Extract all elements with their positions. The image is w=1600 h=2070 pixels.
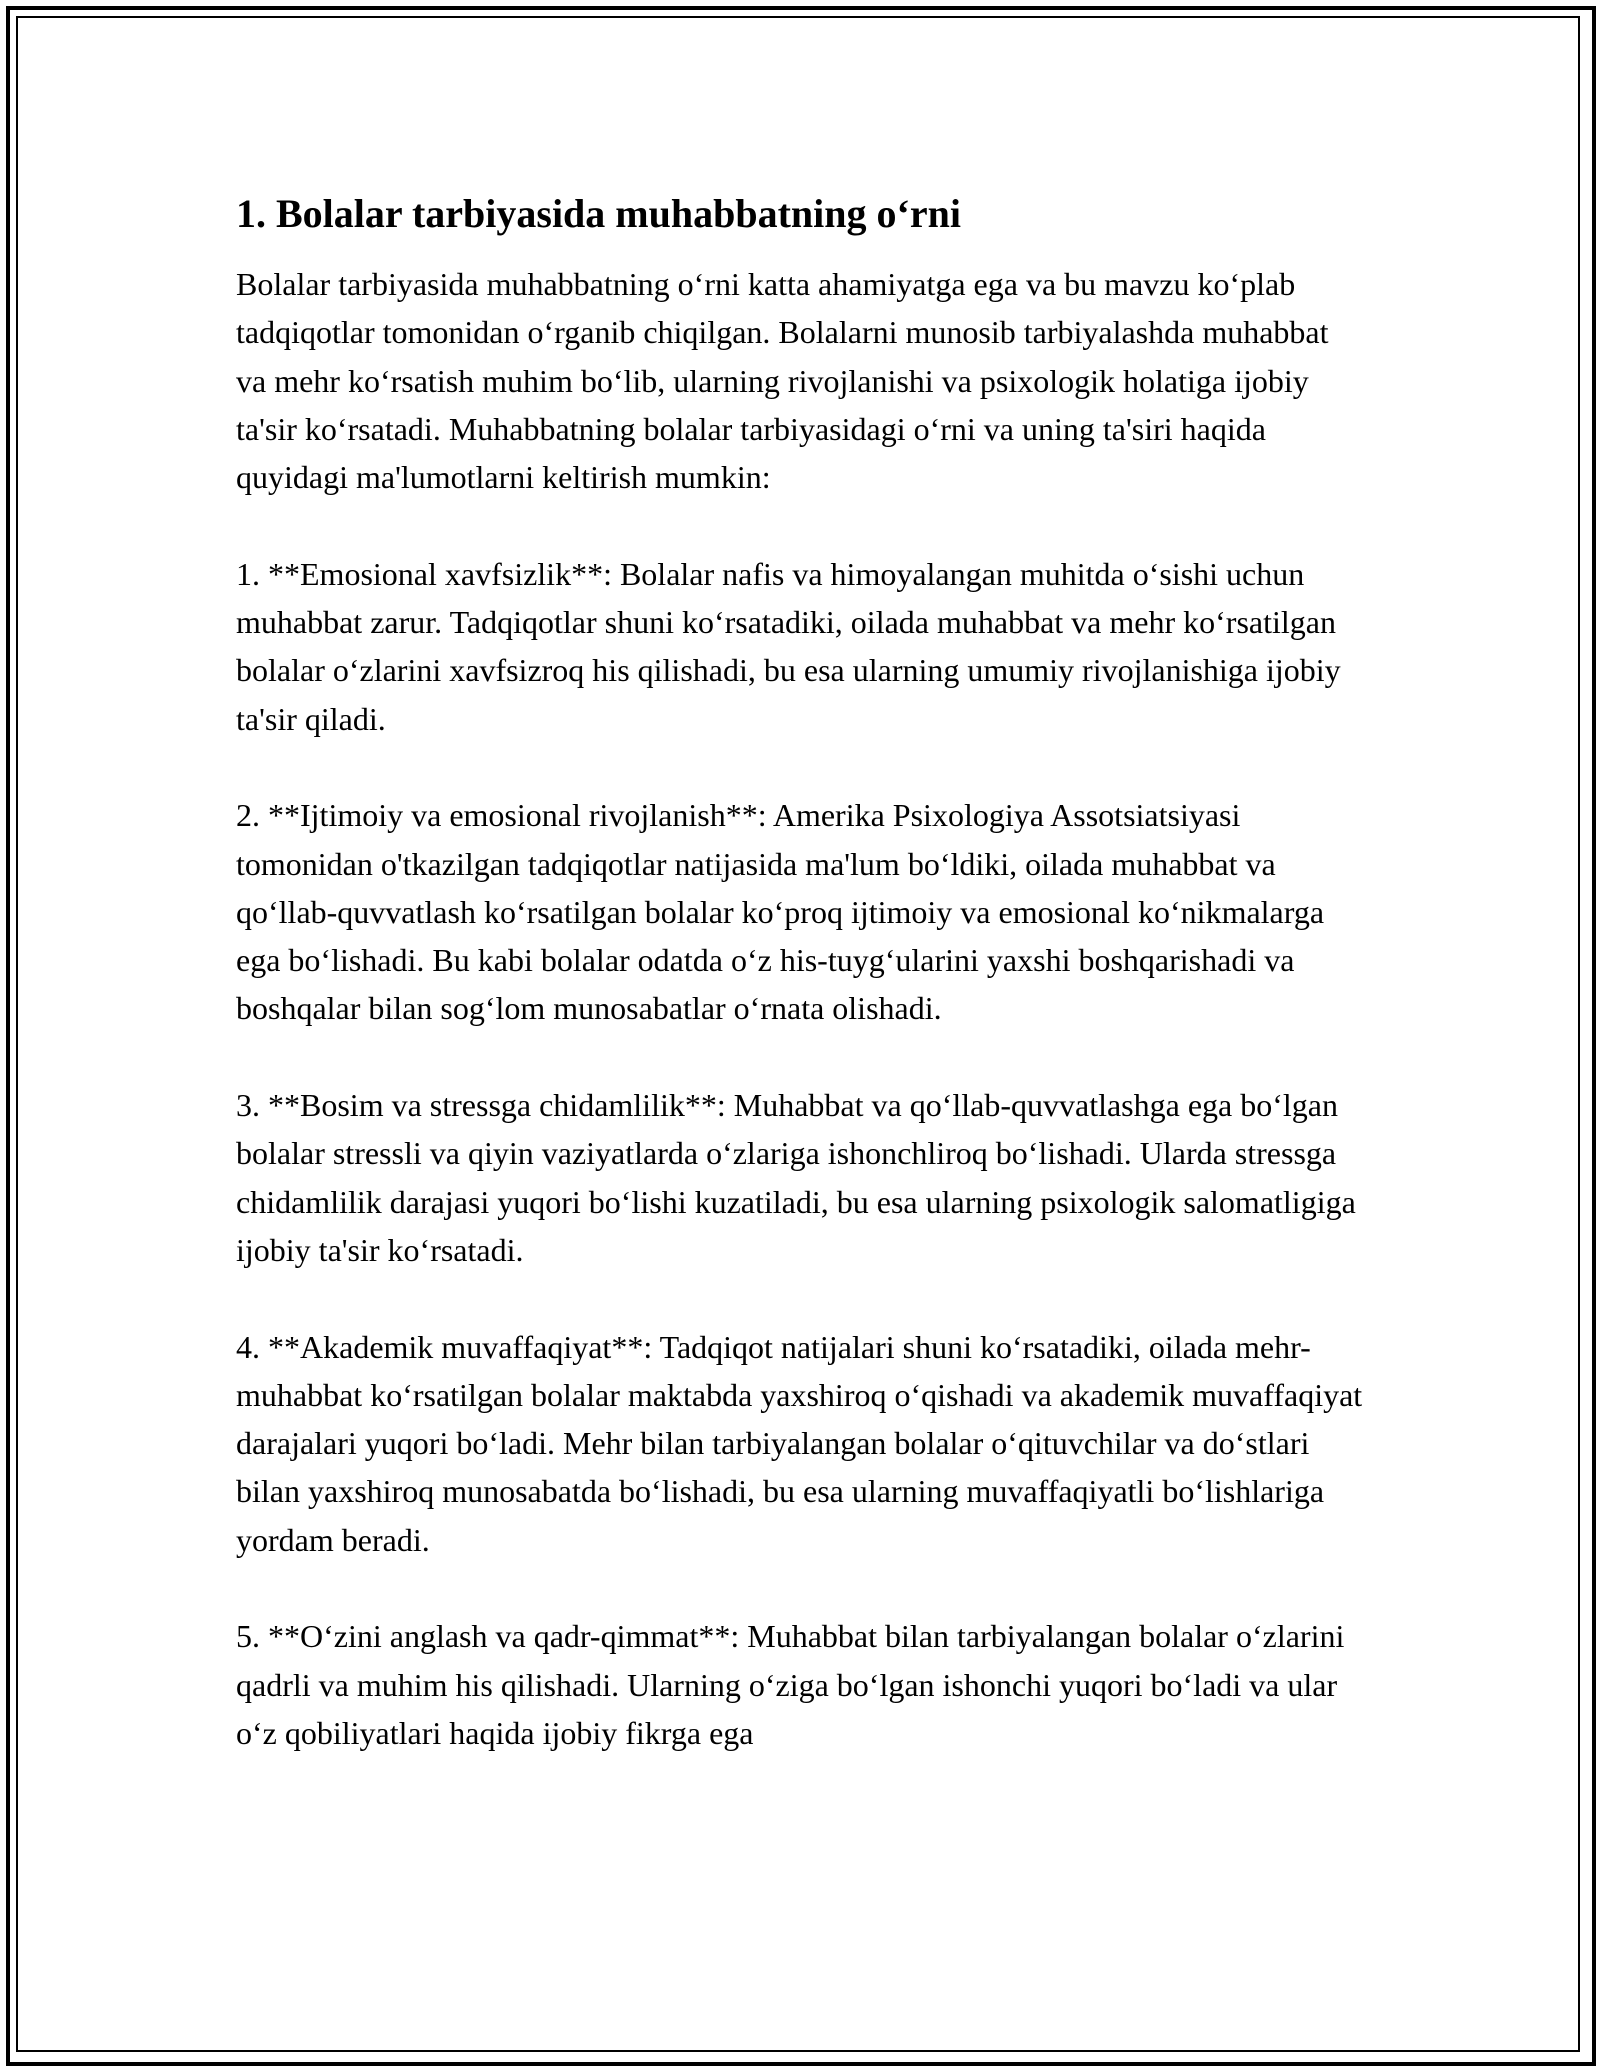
section-heading: 1. Bolalar tarbiyasida muhabbatning o‘rni: [236, 191, 961, 236]
document-body: [236, 190, 1366, 1806]
point-stress-resilience: 3. **Bosim va stressga chidamlilik**: Muhabbat va qo‘llab-quvvatlashga ega bo‘lgan bolalar stressli va qiyin vaziyatlarda o‘zlariga ishonchliroq bo‘lishadi. Ularda stressga chidamlilik darajasi yuqori bo‘lishi kuzatiladi, bu esa ularning psixologik salomatligiga ijobiy ta'sir ko‘rsatadi.: [236, 1087, 1356, 1268]
point-emotional-security: 1. **Emosional xavfsizlik**: Bolalar nafis va himoyalangan muhitda o‘sishi uchun muhabbat zarur. Tadqiqotlar shuni ko‘rsatadiki, oilada muhabbat va mehr ko‘rsatilgan bolalar o‘zlarini xavfsizroq his qilishadi, bu esa ularning umumiy rivojlanishiga ijobiy ta'sir qiladi.: [236, 555, 1341, 737]
point-self-esteem: 5. **O‘zini anglash va qadr-qimmat**: Muhabbat bilan tarbiyalangan bolalar o‘zlarini qadrli va muhim his qilishadi. Ularning o‘ziga bo‘lgan ishonchi yuqori bo‘ladi va ular o‘z qobiliyatlari haqida ijobiy fikrga ega: [236, 1618, 1345, 1751]
point-social-emotional-development: 2. **Ijtimoiy va emosional rivojlanish**: Amerika Psixologiya Assotsiatsiyasi tomonidan o'tkazilgan tadqiqotlar natijasida ma'lum bo‘ldiki, oilada muhabbat va qo‘llab-quvvatlash ko‘rsatilgan bolalar ko‘proq ijtimoiy va emosional ko‘nikmalarga ega bo‘lishadi. Bu kabi bolalar odatda o‘z his-tuyg‘ularini yaxshi boshqarishadi va boshqalar bilan sog‘lom munosabatlar o‘rnata olishadi.: [236, 797, 1325, 1027]
point-academic-success: 4. **Akademik muvaffaqiyat**: Tadqiqot natijalari shuni ko‘rsatadiki, oilada mehr-muhabbat ko‘rsatilgan bolalar maktabda yaxshiroq o‘qishadi va akademik muvaffaqiyat darajalari yuqori bo‘ladi. Mehr bilan tarbiyalangan bolalar o‘qituvchilar va do‘stlari bilan yaxshiroq munosabatda bo‘lishadi, bu esa ularning muvaffaqiyatli bo‘lishlariga yordam beradi.: [236, 1328, 1363, 1558]
intro-paragraph: Bolalar tarbiyasida muhabbatning o‘rni katta ahamiyatga ega va bu mavzu ko‘plab tadqiqotlar tomonidan o‘rganib chiqilgan. Bolalarni munosib tarbiyalashda muhabbat va mehr ko‘rsatish muhim bo‘lib, ularning rivojlanishi va psixologik holatiga ijobiy ta'sir ko‘rsatadi. Muhabbatning bolalar tarbiyasidagi o‘rni va uning ta'siri haqida quyidagi ma'lumotlarni keltirish mumkin:: [236, 266, 1329, 496]
